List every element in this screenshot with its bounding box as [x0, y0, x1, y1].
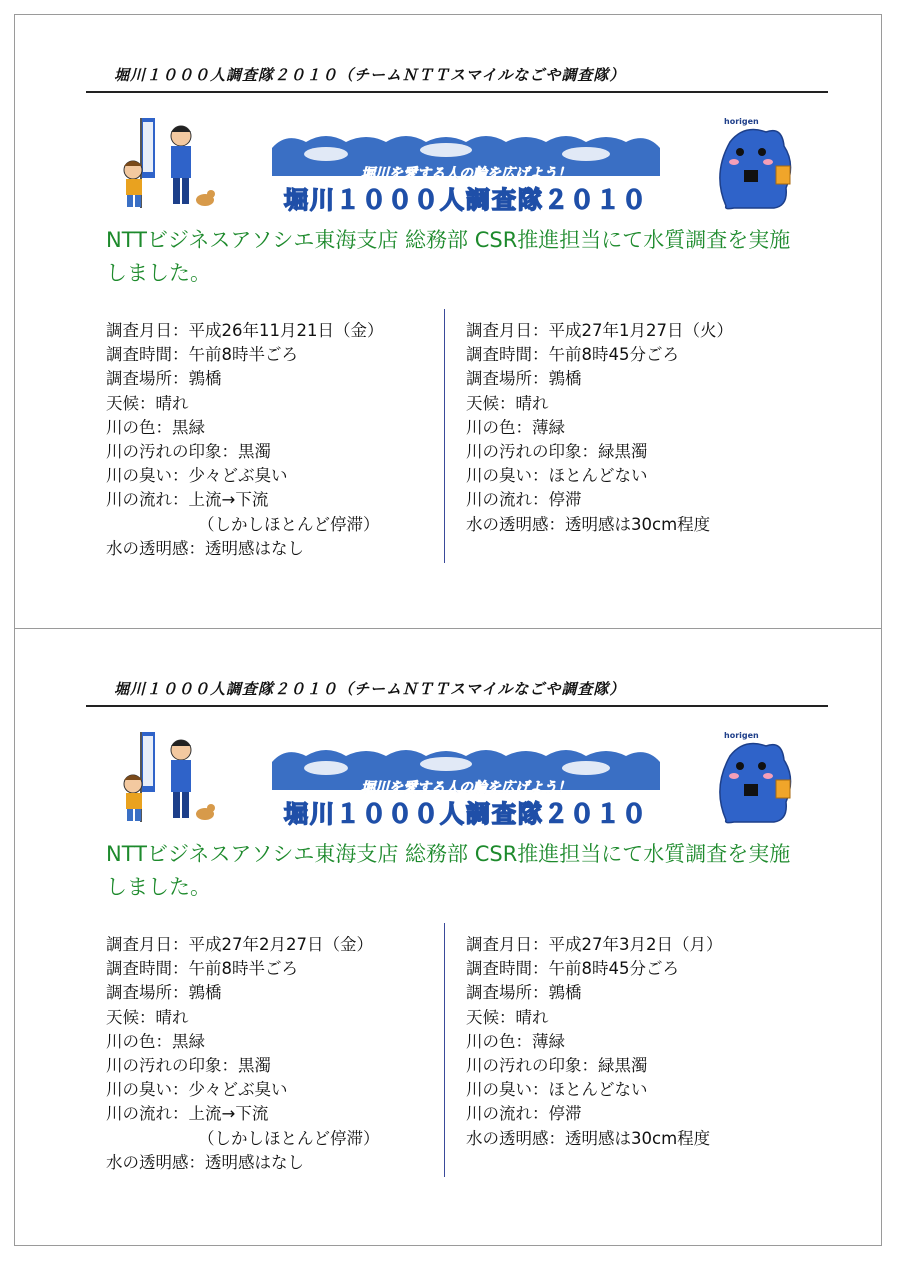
river-odor: 川の臭い：少々どぶ臭い: [106, 466, 288, 486]
report-panel-1: [14, 14, 882, 626]
river-color: 川の色：黒緑: [106, 1031, 205, 1051]
logo-title: 堀川１０００人調査隊２０１０: [284, 800, 648, 828]
horigen-mascot-illustration: [704, 114, 804, 214]
horikawa-1000-survey-logo: [266, 126, 666, 216]
survey-time: 調査時間：午前8時45分ごろ: [466, 345, 679, 365]
river-flow: 川の流れ：停滞: [466, 1104, 582, 1124]
logo-slogan: 堀川を愛する人の輪を広げよう！: [361, 166, 571, 182]
column-divider: [444, 923, 445, 1177]
survey-record-right: [466, 933, 723, 1151]
weather: 天候：晴れ: [466, 393, 549, 413]
water-clarity: 水の透明感：透明感は30cm程度: [466, 514, 711, 534]
mascot-tag: horigen: [724, 117, 759, 126]
survey-time: 調査時間：午前8時半ごろ: [106, 959, 298, 979]
survey-notice: NTTビジネスアソシエ東海支店 総務部 CSR推進担当にて水質調査を実施しました。: [106, 842, 791, 899]
survey-location: 調査場所：鶉橋: [106, 369, 222, 389]
river-flow: 川の流れ：上流→下流: [106, 1104, 269, 1124]
team-mascots-illustration: [119, 116, 219, 211]
river-flow-note: （しかしほとんど停滞）: [198, 514, 380, 534]
pollution-impression: 川の汚れの印象：緑黒濁: [466, 1055, 648, 1075]
survey-date: 調査月日：平成27年2月27日（金）: [106, 935, 373, 954]
water-clarity: 水の透明感：透明感はなし: [106, 1152, 304, 1172]
survey-notice: NTTビジネスアソシエ東海支店 総務部 CSR推進担当にて水質調査を実施しました。: [106, 228, 791, 285]
weather: 天候：晴れ: [466, 1007, 549, 1027]
river-flow: 川の流れ：上流→下流: [106, 490, 269, 510]
column-divider: [444, 309, 445, 563]
river-odor: 川の臭い：ほとんどない: [466, 466, 648, 486]
river-odor: 川の臭い：ほとんどない: [466, 1080, 648, 1100]
river-odor: 川の臭い：少々どぶ臭い: [106, 1080, 288, 1100]
survey-location: 調査場所：鶉橋: [466, 369, 582, 389]
weather: 天候：晴れ: [106, 1007, 189, 1027]
river-color: 川の色：黒緑: [106, 417, 205, 437]
pollution-impression: 川の汚れの印象：黒濁: [106, 441, 271, 461]
mascot-tag: horigen: [724, 731, 759, 740]
survey-date: 調査月日：平成26年11月21日（金）: [106, 321, 384, 340]
river-color: 川の色：薄緑: [466, 417, 565, 437]
survey-location: 調査場所：鶉橋: [466, 983, 582, 1003]
horikawa-1000-survey-logo: [266, 740, 666, 830]
pollution-impression: 川の汚れの印象：緑黒濁: [466, 441, 648, 461]
header-rule: [86, 91, 828, 93]
survey-location: 調査場所：鶉橋: [106, 983, 222, 1003]
water-clarity: 水の透明感：透明感はなし: [106, 538, 304, 558]
panel-header-title: 堀川１０００人調査隊２０１０（チームＮＴＴスマイルなごや調査隊）: [114, 680, 626, 698]
river-flow: 川の流れ：停滞: [466, 490, 582, 510]
pollution-impression: 川の汚れの印象：黒濁: [106, 1055, 271, 1075]
river-color: 川の色：薄緑: [466, 1031, 565, 1051]
survey-record-left: [106, 319, 384, 561]
survey-date: 調査月日：平成27年3月2日（月）: [466, 935, 723, 954]
team-mascots-illustration: [119, 730, 219, 825]
logo-slogan: 堀川を愛する人の輪を広げよう！: [361, 780, 571, 796]
panel-header-title: 堀川１０００人調査隊２０１０（チームＮＴＴスマイルなごや調査隊）: [114, 66, 626, 84]
header-rule: [86, 705, 828, 707]
survey-record-left: [106, 933, 380, 1175]
river-flow-note: （しかしほとんど停滞）: [198, 1128, 380, 1148]
weather: 天候：晴れ: [106, 393, 189, 413]
water-clarity: 水の透明感：透明感は30cm程度: [466, 1128, 711, 1148]
logo-title: 堀川１０００人調査隊２０１０: [284, 186, 648, 214]
survey-record-right: [466, 319, 733, 537]
horigen-mascot-illustration: [704, 728, 804, 828]
survey-time: 調査時間：午前8時半ごろ: [106, 345, 298, 365]
survey-time: 調査時間：午前8時45分ごろ: [466, 959, 679, 979]
survey-date: 調査月日：平成27年1月27日（火）: [466, 321, 733, 340]
report-panel-2: [14, 628, 882, 1240]
